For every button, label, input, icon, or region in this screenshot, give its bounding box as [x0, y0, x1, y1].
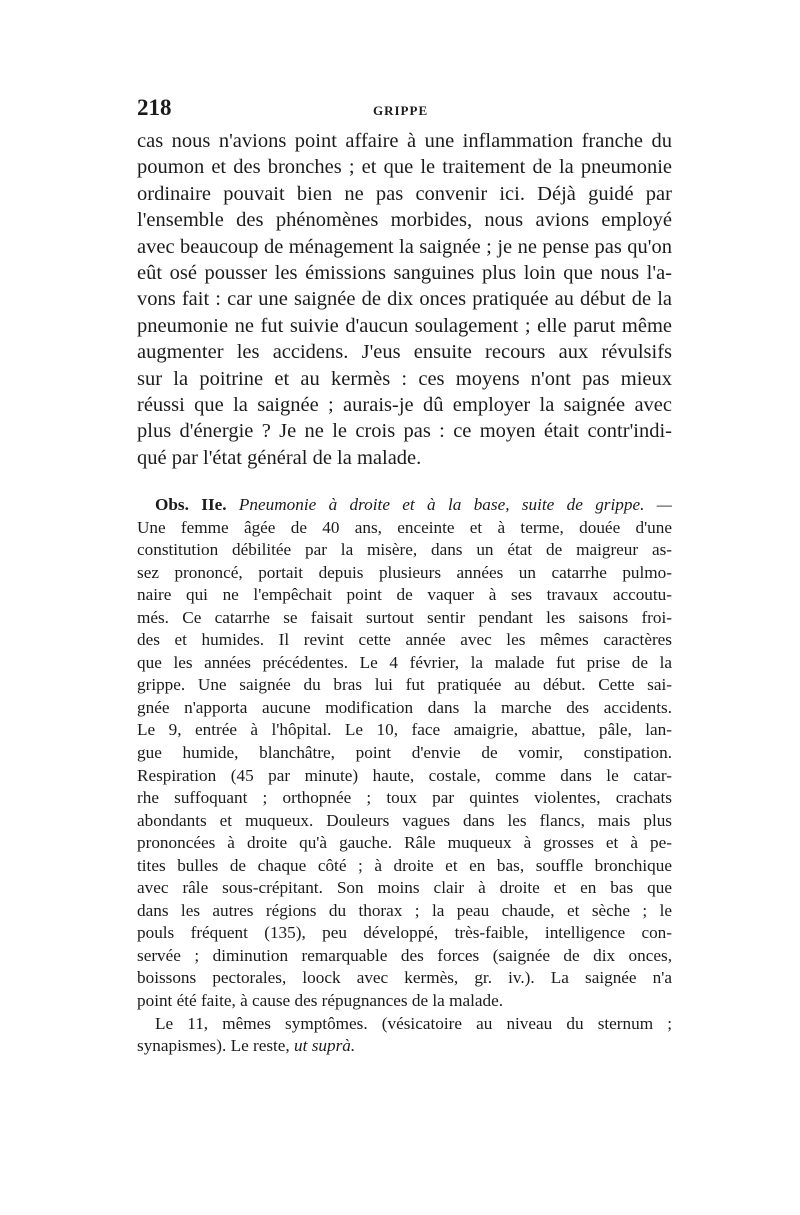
observation-line: tites bulles de chaque côté ; à droite et en bas, souffle bronchique — [137, 855, 672, 875]
observation-line: prononcées à droite qu'à gauche. Râle muqueux à grosses et à pe- — [137, 833, 672, 853]
observation-line: naire qui ne l'empêchait point de vaquer à ses travaux accoutu- — [137, 585, 672, 605]
running-head — [137, 95, 672, 125]
text-line: augmenter les accidens. J'eus ensuite recours aux révulsifs — [137, 341, 672, 364]
observation-line: dans les autres régions du thorax ; la peau chaude, et sèche ; le — [137, 900, 672, 920]
running-title: GRIPPE — [373, 103, 429, 118]
followup-line: Le 11, mêmes symptômes. (vésicatoire au niveau du sternum ; — [155, 1013, 672, 1033]
observation-line: pouls fréquent (135), peu développé, très-faible, intelligence con- — [137, 923, 672, 943]
observation-line: boissons pectorales, loock avec kermès, gr. iv.). La saignée n'a — [137, 968, 672, 988]
followup-italic-text: ut suprà. — [294, 1036, 356, 1056]
followup-line-final — [137, 1035, 672, 1058]
observation-heading — [137, 494, 672, 517]
observation-title: Pneumonie à droite et à la base, suite de grippe. — — [238, 495, 672, 514]
text-line: plus d'énergie ? Je ne le crois pas : ce moyen était contr'indi- — [137, 420, 672, 443]
observation-line: gue humide, blanchâtre, point d'envie de vomir, constipation. — [137, 743, 672, 763]
observation-label: Obs. IIe. — [155, 495, 227, 514]
text-line: vons fait : car une saignée de dix onces pratiquée au début de la — [137, 288, 672, 311]
observation-line: gnée n'apporta aucune modification dans la marche des accidents. — [137, 697, 672, 717]
observation-section — [137, 494, 672, 1058]
observation-line: més. Ce catarrhe se faisait surtout sentir pendant les saisons froi- — [137, 607, 672, 627]
observation-line: sez prononcé, portait depuis plusieurs années un catarrhe pulmo- — [137, 562, 672, 582]
observation-line: Une femme âgée de 40 ans, enceinte et à terme, douée d'une — [137, 517, 672, 537]
text-line: sur la poitrine et au kermès : ces moyens n'ont pas mieux — [137, 367, 672, 390]
text-line: qué par l'état général de la malade. — [137, 446, 422, 469]
page-number: 218 — [137, 95, 172, 120]
text-line: ordinaire pouvait bien ne pas convenir ici. Déjà guidé par — [137, 182, 672, 205]
observation-line: Le 9, entrée à l'hôpital. Le 10, face amaigrie, abattue, pâle, lan- — [137, 720, 672, 740]
text-line: poumon et des bronches ; et que le traitement de la pneumonie — [137, 156, 672, 179]
observation-line: servée ; diminution remarquable des forces (saignée de dix onces, — [137, 945, 672, 965]
observation-line: Respiration (45 par minute) haute, costale, comme dans le catar- — [137, 765, 672, 785]
text-line: eût osé pousser les émissions sanguines plus loin que nous l'a- — [137, 261, 672, 284]
observation-line: grippe. Une saignée du bras lui fut pratiquée au début. Cette sai- — [137, 675, 672, 695]
observation-line: constitution débilitée par la misère, dans un état de maigreur as- — [137, 540, 672, 560]
observation-line: avec râle sous-crépitant. Son moins clair à droite et en bas que — [137, 878, 672, 898]
observation-line: abondants et muqueux. Douleurs vagues dans les flancs, mais plus — [137, 810, 672, 830]
text-line: avec beaucoup de ménagement la saignée ; je ne pense pas qu'on — [137, 235, 672, 258]
text-line: pneumonie ne fut suivie d'aucun soulagement ; elle parut même — [137, 314, 672, 337]
observation-line: des et humides. Il revint cette année avec les mêmes caractères — [137, 630, 672, 650]
observation-line: point été faite, à cause des répugnances de la malade. — [137, 991, 504, 1011]
observation-line: que les années précédentes. Le 4 février, la malade fut prise de la — [137, 652, 672, 672]
text-line: réussi que la saignée ; aurais-je dû employer la saignée avec — [137, 393, 672, 416]
text-line: l'ensemble des phénomènes morbides, nous avions employé — [137, 209, 672, 232]
observation-line: rhe suffoquant ; orthopnée ; toux par quintes violentes, crachats — [137, 788, 672, 808]
main-paragraph — [137, 128, 672, 471]
text-line: cas nous n'avions point affaire à une inflammation franche du — [137, 130, 672, 152]
followup-text: synapismes). Le reste, — [137, 1036, 295, 1056]
